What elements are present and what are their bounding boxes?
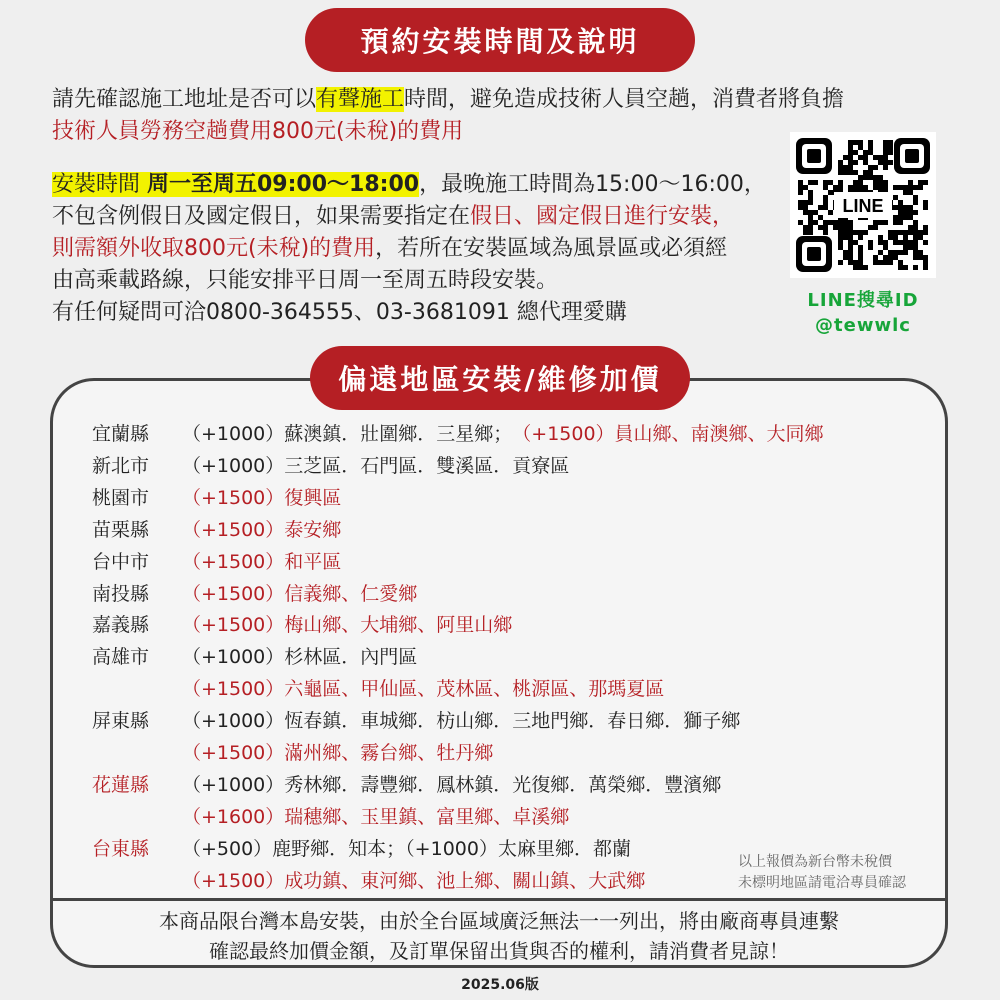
region-surcharge-standard: （+1000）三芝區．石門區．雙溪區．貢寮區 bbox=[182, 454, 570, 477]
region-surcharge-remote: （+1600）瑞穗鄉、玉里鎮、富里鄉、卓溪鄉 bbox=[182, 805, 570, 828]
line-id-value: @tewwlc bbox=[815, 315, 911, 336]
region-surcharge-standard: （+500）鹿野鄉．知本；（+1000）太麻里鄉．都蘭 bbox=[182, 837, 631, 860]
price-note-line-2: 未標明地區請電洽專員確認 bbox=[738, 875, 906, 891]
qr-line-label: LINE bbox=[842, 196, 884, 216]
region-row bbox=[92, 834, 631, 864]
intro-line-1 bbox=[52, 84, 844, 116]
region-surcharge-standard: （+1000）秀林鄉．壽豐鄉．鳳林鎮．光復鄉．萬榮鄉．豐濱鄉 bbox=[182, 773, 722, 796]
region-surcharge-remote: （+1500）成功鎮、東河鄉、池上鄉、關山鎮、大武鄉 bbox=[182, 869, 646, 892]
intro-highlight: 有聲施工 bbox=[316, 87, 405, 112]
region-surcharge-remote: （+1500）六龜區、甲仙區、茂林區、桃源區、那瑪夏區 bbox=[182, 678, 665, 701]
schedule-latest: ，最晚施工時間為15:00～16:00， bbox=[419, 172, 766, 197]
region-county: 台中市 bbox=[92, 550, 150, 573]
schedule-highlight bbox=[52, 172, 419, 197]
region-county: 高雄市 bbox=[92, 646, 150, 669]
region-row bbox=[92, 770, 721, 800]
region-row bbox=[92, 419, 824, 449]
intro-text-rest: 時間，避免造成技術人員空趟，消費者將負擔 bbox=[404, 87, 845, 112]
region-county: 花蓮縣 bbox=[92, 773, 150, 796]
footer-line-1: 本商品限台灣本島安裝，由於全台區域廣泛無法一一列出，將由廠商專員連繫 bbox=[159, 909, 839, 933]
schedule-line-4: 由高乘載路線，只能安排平日周一至周五時段安裝。 bbox=[52, 268, 559, 293]
region-surcharge-remote: （+1500）泰安鄉 bbox=[182, 518, 342, 541]
region-county: 嘉義縣 bbox=[92, 614, 150, 637]
region-row bbox=[92, 674, 664, 704]
qr-code-icon bbox=[790, 132, 936, 278]
schedule-line-1 bbox=[52, 169, 766, 201]
region-surcharge-remote: （+1500）和平區 bbox=[182, 550, 342, 573]
schedule-line-2 bbox=[52, 201, 734, 233]
region-county: 台東縣 bbox=[92, 837, 150, 860]
region-surcharge-remote: （+1500）信義鄉、仁愛鄉 bbox=[182, 582, 418, 605]
region-county: 屏東縣 bbox=[92, 710, 150, 733]
region-county: 新北市 bbox=[92, 454, 150, 477]
region-surcharge-remote: （+1500）梅山鄉、大埔鄉、阿里山鄉 bbox=[182, 614, 513, 637]
region-county: 宜蘭縣 bbox=[92, 423, 150, 445]
region-county: 南投縣 bbox=[92, 582, 150, 605]
line-search-id bbox=[790, 288, 936, 338]
price-note bbox=[738, 852, 906, 894]
schedule-time: 周一至周五09:00～18:00 bbox=[147, 172, 420, 197]
line-id-title: LINE搜尋ID bbox=[807, 290, 919, 311]
region-surcharge-standard: （+1000）杉林區．內門區 bbox=[182, 646, 418, 669]
schedule-fee-red: 則需額外收取800元(未稅)的費用 bbox=[52, 236, 376, 261]
region-surcharge-remote: （+1500）滿州鄉、霧台鄉、牡丹鄉 bbox=[182, 742, 494, 764]
region-row bbox=[92, 706, 740, 736]
region-county: 桃園市 bbox=[92, 486, 150, 509]
panel-divider bbox=[50, 898, 948, 901]
region-row bbox=[92, 483, 341, 513]
section-title-surcharge: 偏遠地區安裝/維修加價 bbox=[310, 346, 690, 410]
price-note-line-1: 以上報價為新台幣未稅價 bbox=[738, 854, 892, 870]
region-row bbox=[92, 802, 569, 832]
region-row bbox=[92, 866, 645, 896]
region-row bbox=[92, 547, 341, 577]
region-surcharge-remote: （+1500）員山鄉、南澳鄉、大同鄉 bbox=[512, 423, 824, 445]
region-row bbox=[92, 610, 512, 640]
schedule-scenic-text: ，若所在安裝區域為風景區或必須經 bbox=[375, 236, 728, 261]
region-county: 苗栗縣 bbox=[92, 518, 150, 541]
intro-text: 請先確認施工地址是否可以 bbox=[52, 87, 317, 112]
region-row bbox=[92, 515, 341, 545]
line-qr-code[interactable] bbox=[790, 132, 936, 278]
footer-line-2: 確認最終加價金額，及訂單保留出貨與否的權利，請消費者見諒！ bbox=[209, 939, 789, 963]
schedule-holiday-red: 假日、國定假日進行安裝， bbox=[470, 204, 735, 229]
schedule-label: 安裝時間 bbox=[52, 172, 147, 197]
schedule-holiday-text: 不包含例假日及國定假日，如果需要指定在 bbox=[52, 204, 471, 229]
region-row bbox=[92, 579, 417, 609]
region-surcharge-standard: （+1000）恆春鎮．車城鄉．枋山鄉．三地門鄉．春日鄉．獅子鄉 bbox=[182, 710, 741, 733]
version-label: 2025.06版 bbox=[461, 977, 539, 993]
intro-line-2: 技術人員勞務空趟費用800元(未稅)的費用 bbox=[52, 119, 464, 144]
region-row bbox=[92, 738, 493, 768]
section-title-appointment: 預約安裝時間及說明 bbox=[305, 8, 695, 72]
region-row bbox=[92, 642, 417, 672]
region-row bbox=[92, 451, 569, 481]
contact-line: 有任何疑問可洽0800-364555、03-3681091 總代理愛購 bbox=[52, 300, 627, 325]
schedule-line-3 bbox=[52, 233, 727, 265]
region-surcharge-remote: （+1500）復興區 bbox=[182, 486, 342, 509]
region-surcharge-standard: （+1000）蘇澳鎮．壯圍鄉．三星鄉； bbox=[182, 423, 513, 445]
